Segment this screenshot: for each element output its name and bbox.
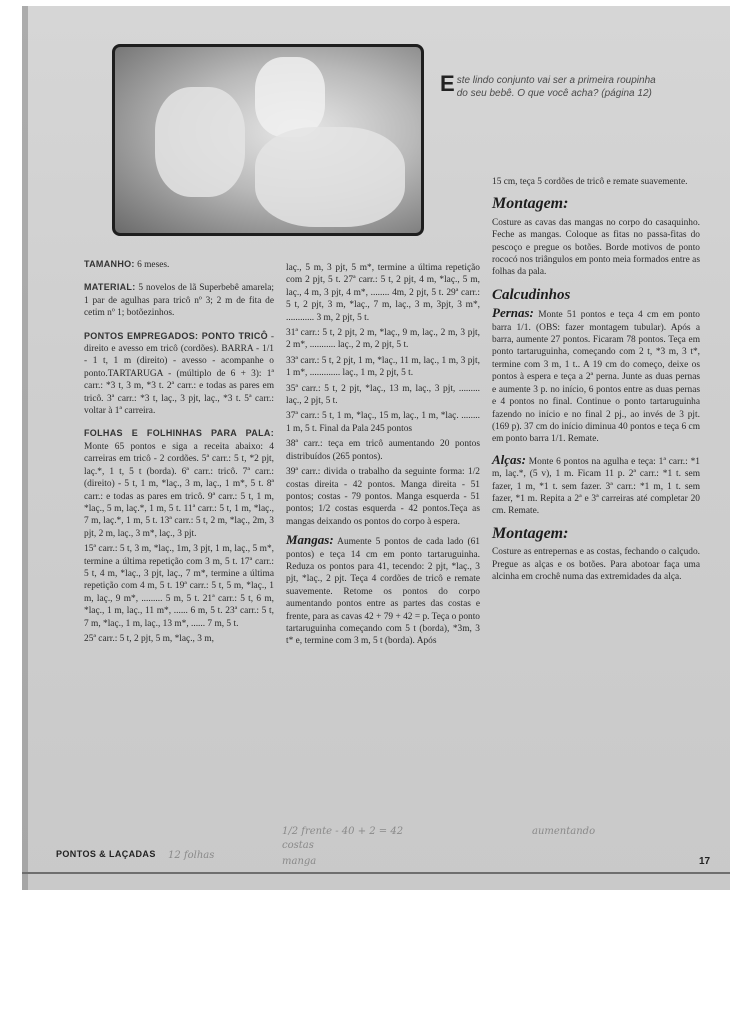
intro-text: ste lindo conjunto vai ser a primeira roupinha do seu bebê. O que você acha? (página 12): [456, 75, 656, 99]
handwritten-note-1: 1/2 frente - 40 + 2 = 42: [282, 826, 404, 837]
alcas-value: Monte 6 pontos na agulha e teça: 1ª carr.: *1 m, laç.*, (5 v), 1 m. Ficam 11 p. 2ª carr.: *1 t. sem fazer, 1 m, *1 t. sem fazer. 3ª carr.: *1 m, 1 t. sem fazer, *1 m. Repita a 2ª e 3ª carreiras até completar 20 cm. Remate.: [492, 456, 700, 517]
pernas-value: Monte 51 pontos e teça 4 cm em ponto barra 1/1. (OBS: fazer montagem tubular). Após a barra, aumente 27 pontos. Ficaram 78 pontos. Teça em ponto tartaruguinha, começando com 2 t, *3 m, 3 t*, termine com 3 m, 1 t.. A 19 cm do começo, deixe os pontos à espera e teça a 2ª perna. Junte as duas pernas e aumente 3 p. no início, 6 pontos entre as duas pernas e 4 pontos no final. Continue o ponto tartaruguinha fazendo no início e no final 2 pj., ao invés de 3 pjt. (169 p). 37 cm do início diminua 40 pontos e teça 6 cm em ponto barra 1/1. Remate.: [492, 310, 700, 445]
col-b-p3: 33ª carr.: 5 t, 2 pjt, 1 m, *laç., 11 m, laç., 1 m, 3 pjt, 1 m*, ............. laç., 1 m, 2 pjt, 5 t.: [286, 355, 480, 379]
mangas-label: Mangas:: [286, 532, 334, 548]
montagem-text-1: Costure as cavas das mangas no corpo do casaquinho. Feche as mangas. Coloque as fitas no passa-fitas do pescoço e pregue os botões. Borde motivos de ponto rococó nos triângulos em ponto meia formados entre as folhas da pala.: [492, 217, 700, 278]
montagem-heading-1: Montagem:: [492, 195, 569, 213]
intro-blurb: [440, 71, 660, 100]
page-edge-shadow: [22, 6, 28, 890]
cardigan-shape: [255, 127, 405, 227]
page-bottom-edge: [22, 872, 730, 874]
pernas-label: Pernas:: [492, 305, 534, 321]
col-b-p6: 38ª carr.: teça em tricô aumentando 20 pontos distribuídos (265 pontos).: [286, 439, 480, 462]
page-number: 17: [699, 856, 711, 867]
booties-shape: [155, 87, 245, 197]
col-b-p5: 37ª carr.: 5 t, 1 m, *laç., 15 m, laç., 1 m, *laç. ........ 1 m, 5 t. Final da Pala 245 pontos: [286, 411, 480, 434]
montagem-heading-2: Montagem:: [492, 524, 569, 542]
handwritten-note-2: costas: [282, 840, 314, 851]
intro-drop-cap: E: [440, 71, 455, 96]
mangas-value: Aumente 5 pontos de cada lado (61 pontos) e teça 14 cm em ponto tartaruguinha. Reduza os pontos para 41, tecendo: 2 pjt, *laç., 3 pjt, *laç., 2 pjt. Teça 4 cordões de tricô e remate suavemente. Retome os pontos do corpo aumentando pontos entre as partes das costas e frente, para as cavas 42 + 79 + 42 = p. Teça o ponto tartaruguinha começando com 5 t (borda), *3m, 3 t* e, termine com 3 m, 5 t (borda). Após: [286, 537, 480, 647]
column-middle: [286, 262, 480, 651]
pontos-label: PONTOS EMPREGADOS: PONTO TRICÔ: [84, 330, 268, 341]
carr25-text: 25ª carr.: 5 t, 2 pjt, 5 m, *laç., 3 m,: [84, 633, 214, 644]
product-photo: [112, 44, 424, 236]
calcudinhos-heading: Calcudinhos: [492, 286, 571, 303]
tamanho-label: TAMANHO:: [84, 259, 135, 269]
montagem-text-2: Costure as entrepernas e as costas, fechando o calçudo. Pregue as alças e os botões. Para abotoar faça uma alcinha em crochê numa das extremidades da alça.: [492, 547, 700, 582]
handwritten-note-4: aumentando: [532, 826, 596, 837]
col-b-p2: 31ª carr.: 5 t, 2 pjt, 2 m, *laç., 9 m, laç., 2 m, 3 pjt, 2 m*, ........... laç., 2 m, 2 pjt, 5 t.: [286, 328, 480, 351]
tamanho-value: 6 meses.: [134, 260, 170, 270]
col-b-p4: 35ª carr.: 5 t, 2 pjt, *laç., 13 m, laç., 3 pjt, ......... laç., 2 pjt, 5 t.: [286, 383, 480, 407]
pontos-value: - direito e avesso em tricô (cordões). BARRA - 1/1 - 1 t, 1 m (direito) - avesso - acompanhe o ponto.TARTARUGA - (múltiplo de 6 + 3): 1ª carr.: *3 t, 3 m, *3 t. 2ª carr.: e todas as pares em tricô. 3ª carr.: *3 t, laç., 3 pjt, laç., *3 t. 5ª carr.: voltar à 1ª carreira.: [84, 331, 275, 417]
material-label: MATERIAL:: [84, 282, 136, 293]
column-right: [492, 176, 700, 586]
folhas-value: Monte 65 pontos e siga a receita abaixo: 4 carreiras em tricô - 2 cordões. 5ª carr.: 5 t, *2 pjt, laç.*, 1 t, 5 t (borda). 6ª carr.: tricô. 7ª carr.: (direito) - 5 t, 1 m, *laç., 3 m, laç., 1 m*, 5 t. 8ª carr.: e todas as pares em tricô. 9ª carr.: 5 t, 1 m, *laç., 5 m, laç.*, 1 m, 5 t. 11ª carr.: 5 t, 1 m, *laç., 7 m, laç.*, 1 m, 5 t. 13ª carr.: 5 t, 2 m, *laç., 2m, 3 pjt, 2 m, laç., 3 m*, laç., 3 pjt.: [84, 441, 274, 539]
col-c-p1: 15 cm, teça 5 cordões de tricô e remate suavemente.: [492, 177, 688, 187]
carr15-text: 15ª carr.: 5 t, 3 m, *laç., 1m, 3 pjt, 1 m, laç., 5 m*, termine a última repetição com 3 m, 5 t. 17ª carr.: 5 t, 4 m, *laç., 3 pjt, laç., 7 m*, termine a última repetição com 4 m, 5 t. 19ª carr.: 5 t, 5 m, *laç., 1 m, laç., 9 m*, ......... 5 m, 5 t. 21ª carr.: 5 t, 6 m, *laç., 1 m, laç., 11 m*, ...... 6 m, 5 t. 23ª carr.: 5 t, 7 m, *laç., 1 m, laç., 13 m*, ...... 7 m, 5 t.: [84, 544, 274, 629]
handwritten-note-5: 12 folhas: [168, 850, 215, 861]
teddy-shape: [255, 57, 325, 137]
col-b-p1: laç., 5 m, 3 pjt, 5 m*, termine a última repetição com 2 pjt, 5 t. 27ª carr.: 5 t, 2 pjt, 4 m, *laç., 5 m, laç., 4 m, 3 pjt, 4 m*, ........ 4m, 2 pjt, 5 t. 29ª carr.: 5 t, 2 pjt, 3 m, *laç., 7 m, laç., 3 m, 3pjt, 3 m*, ............ 3 m, 2 pjt, 5 t.: [286, 263, 480, 323]
material-value: 5 novelos de lã Superbebê amarela; 1 par de agulhas para tricô nº 3; 2 m de fita de cetim nº 1; botõezinhos.: [84, 283, 274, 319]
handwritten-note-3: manga: [282, 856, 317, 867]
col-b-p7: 39ª carr.: divida o trabalho da seguinte forma: 1/2 costas direita - 42 pontos. Manga direita - 51 pontos; costas - 79 pontos. Manga esquerda - 51 pontos; 1/2 costas esquerda - 42 pontos.Teça as mangas deixando os pontos do corpo à espera.: [286, 467, 480, 527]
column-left: [84, 258, 274, 648]
alcas-label: Alças:: [492, 451, 526, 467]
folhas-label: FOLHAS E FOLHINHAS PARA PALA:: [84, 428, 274, 439]
magazine-brand: PONTOS & LAÇADAS: [56, 849, 156, 859]
